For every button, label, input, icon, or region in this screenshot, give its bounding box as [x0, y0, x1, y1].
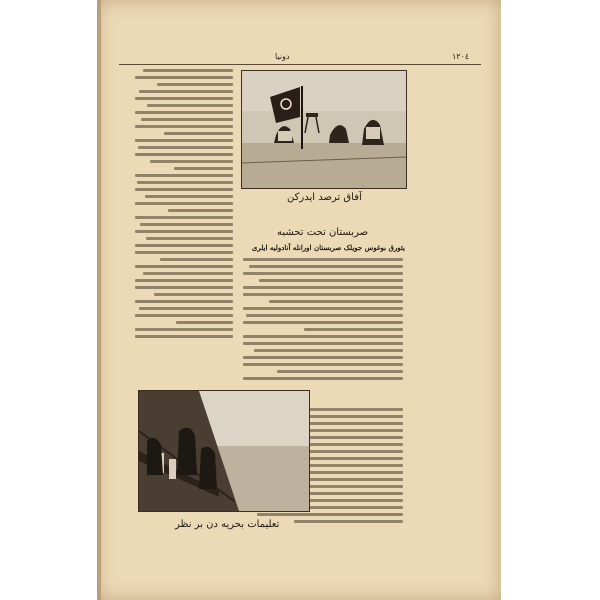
naval-training-illustration — [139, 391, 309, 511]
photo-horizon-observation — [241, 70, 407, 189]
right-column-text — [243, 258, 403, 408]
bold-intro-line: یئورق بوغوس جویلک صربستان اورانله آنادولیه ایلری — [251, 243, 405, 252]
photo-top-caption: آفاق ترصد ایدرکن — [287, 192, 362, 203]
photo-bottom-caption: تعلیمات بحریه دن بر نظر — [175, 519, 280, 530]
page-number: ١٢٠٤ — [452, 52, 470, 61]
section-heading: صربستان تحت تحشبه — [277, 227, 369, 238]
newspaper-page — [97, 0, 501, 600]
photo-naval-training — [138, 390, 310, 512]
journal-title: دونیا — [275, 52, 290, 61]
page-spine — [97, 0, 101, 600]
horizon-observation-illustration — [242, 71, 406, 188]
header-rule — [119, 64, 481, 65]
left-column-text — [135, 69, 233, 385]
